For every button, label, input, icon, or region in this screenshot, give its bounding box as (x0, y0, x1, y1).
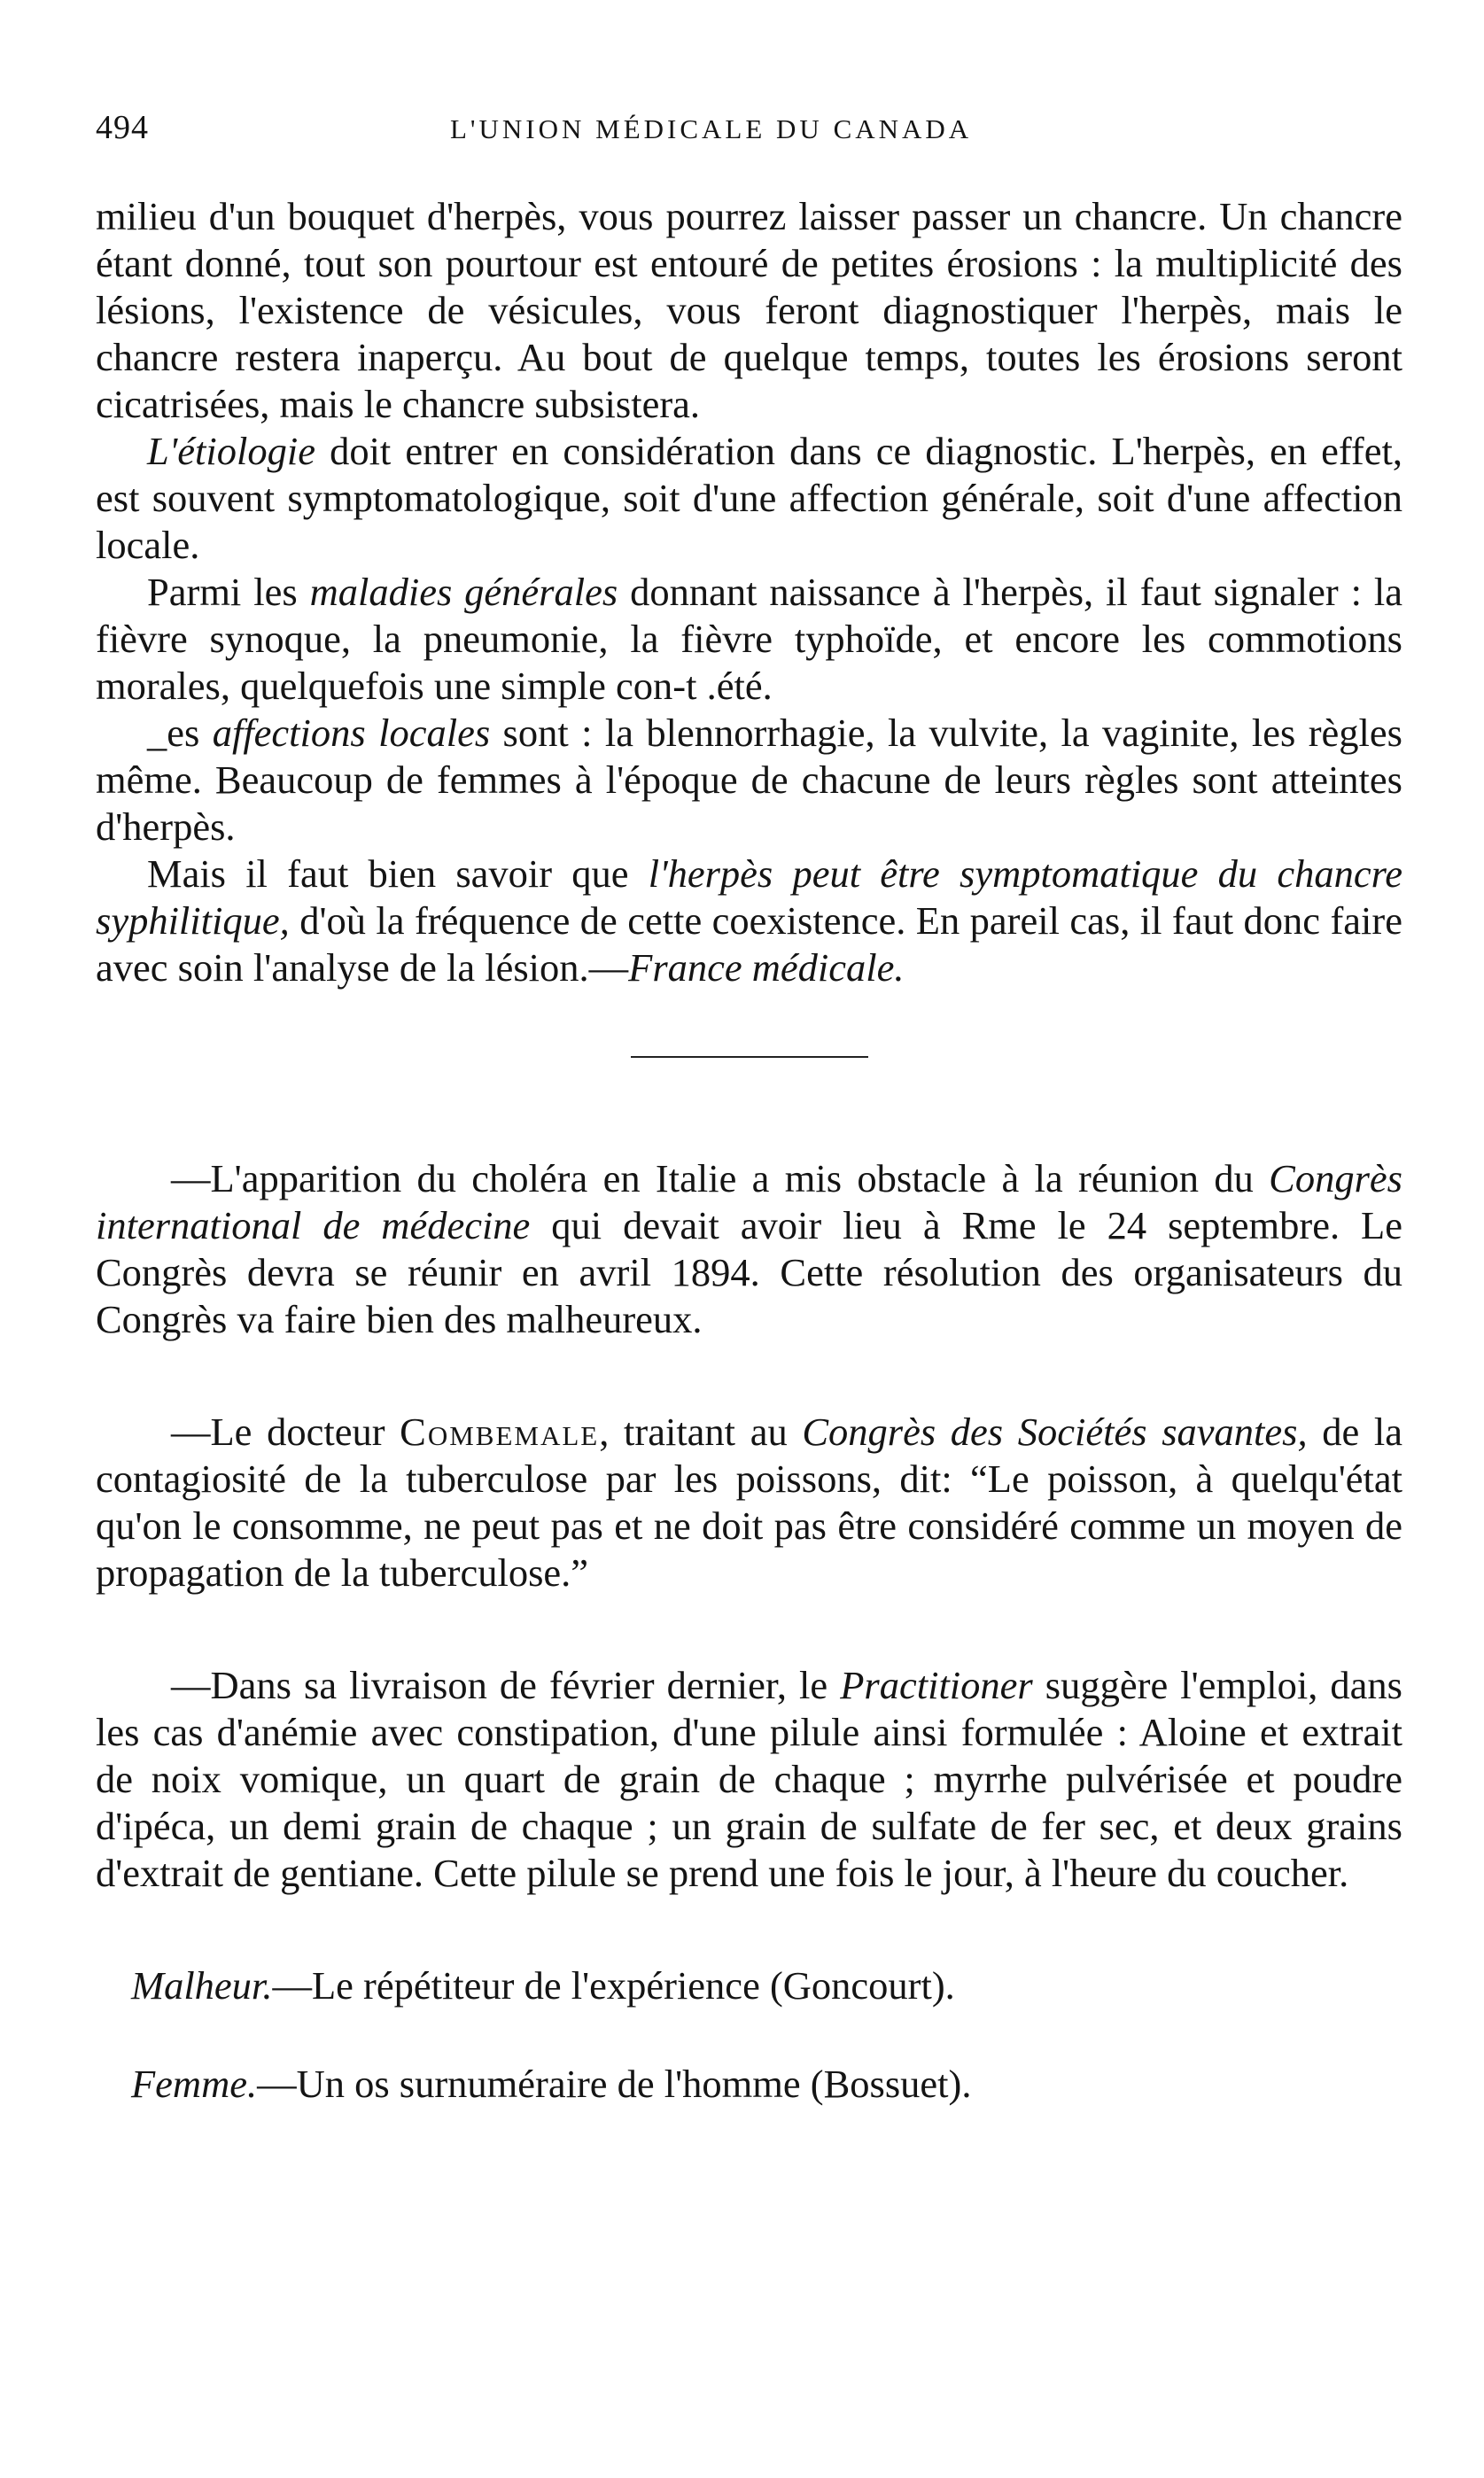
paragraph-affections-locales (96, 710, 1402, 851)
paragraph-text: d'où la fréquence de cette coexistence. En pareil cas, il faut donc faire avec soin l'analyse de la lésion.— (96, 898, 1402, 990)
paragraph-maladies-generales (96, 569, 1402, 710)
maxim-definition: —Un os surnuméraire de l'homme (Bossuet). (257, 2062, 972, 2106)
paragraph-text: —Dans sa livraison de février dernier, le (171, 1663, 841, 1707)
maxim-definition: —Le répétiteur de l'expérience (Goncourt). (272, 1963, 955, 2008)
paragraph-text: , traitant au (599, 1410, 803, 1454)
paragraph-italic: maladies générales (309, 570, 618, 614)
maxim-femme (96, 2061, 1402, 2108)
paragraph-lead-italic: L'étiologie (147, 429, 315, 473)
page-number: 494 (96, 109, 149, 146)
paragraph-italic: affections locales (212, 711, 491, 755)
paragraph-text: —Le docteur (171, 1410, 400, 1454)
journal-title: L'UNION MÉDICALE DU CANADA (450, 113, 973, 144)
paragraph-chancre-syphilitique (96, 851, 1402, 991)
paragraph-text: suggère l'emploi, dans les cas d'anémie avec constipation, d'une pilule ainsi formulée : Aloine et extrait de noix vomique, un quart de grain de chaque ; myrrhe pulvérisée et poudre d'ipéca, un demi grain de chaque ; un grain de sulfate de fer sec, et deux grains d'extrait de gentiane. Cette pilule se prend une fois le jour, à l'heure du coucher. (96, 1663, 1402, 1895)
paragraph-italic: l'herpès peut être symptomatique du chancre syphilitique, (96, 851, 1402, 943)
spacer (96, 1897, 1402, 1962)
paragraph-text: donnant naissance à l'herpès, il faut signaler : la fièvre synoque, la pneumonie, la fièvre typhoïde, et encore les commotions morales, quelquefois une simple con-t .été. (96, 570, 1402, 708)
maxim-term: Femme. (131, 2062, 258, 2106)
paragraph-italic: Congrès des Sociétés savantes, (802, 1410, 1308, 1454)
paragraph-text: qui devait avoir lieu à Rme le 24 septembre. Le Congrès devra se réunir en avril 1894. Cette résolution des organisateurs du Congrès va faire bien des malheureux. (96, 1203, 1402, 1341)
paragraph-text: de la contagiosité de la tuberculose par les poissons, dit: “Le poisson, à quelqu'état qu'on le consomme, ne peut pas et ne doit pas être considéré comme un moyen de propagation de la tuberculose.” (96, 1410, 1403, 1595)
source-citation: France médicale. (628, 945, 905, 990)
paragraph-text: Parmi les (147, 570, 310, 614)
note-cholera-congres (96, 1155, 1402, 1343)
note-practitioner (96, 1662, 1402, 1897)
running-head (96, 108, 1407, 161)
paragraph-text: doit entrer en considération dans ce diagnostic. L'herpès, en effet, est souvent symptomatologique, soit d'une affection générale, soit d'une affection locale. (96, 429, 1402, 567)
maxim-term: Malheur. (131, 1963, 273, 2008)
paragraph-text: —L'apparition du choléra en Italie a mis obstacle à la réunion du (171, 1156, 1270, 1200)
section-divider (631, 1056, 868, 1058)
paragraph-text: sont : la blennorrhagie, la vulvite, la vaginite, les règles même. Beaucoup de femmes à l'époque de chacune de leurs règles sont atteintes d'herpès. (96, 711, 1402, 849)
spacer (96, 1343, 1402, 1409)
maxim-malheur (96, 1962, 1402, 2009)
paragraph-text: milieu d'un bouquet d'herpès, vous pourrez laisser passer un chancre. Un chancre étant donné, tout son pourtour est entouré de petites érosions : la multiplicité des lésions, l'existence de vésicules, vous feront diagnostiquer l'herpès, mais le chancre restera inaperçu. Au bout de quelque temps, toutes les érosions seront cicatrisées, mais le chancre subsistera. (96, 194, 1402, 426)
spacer (96, 1596, 1402, 1662)
body-text (96, 193, 1402, 2108)
paragraph-italic: Practitioner (840, 1663, 1033, 1707)
paragraph-italic: Congrès international de médecine (96, 1156, 1402, 1247)
spacer (96, 2009, 1402, 2061)
paragraph-etiologie (96, 428, 1402, 569)
paragraph-herpes-chancre (96, 193, 1402, 428)
author-name: Combemale (400, 1410, 600, 1454)
paragraph-text: _es (147, 711, 213, 755)
paragraph-text: Mais il faut bien savoir que (147, 851, 649, 896)
note-combemale (96, 1409, 1402, 1596)
